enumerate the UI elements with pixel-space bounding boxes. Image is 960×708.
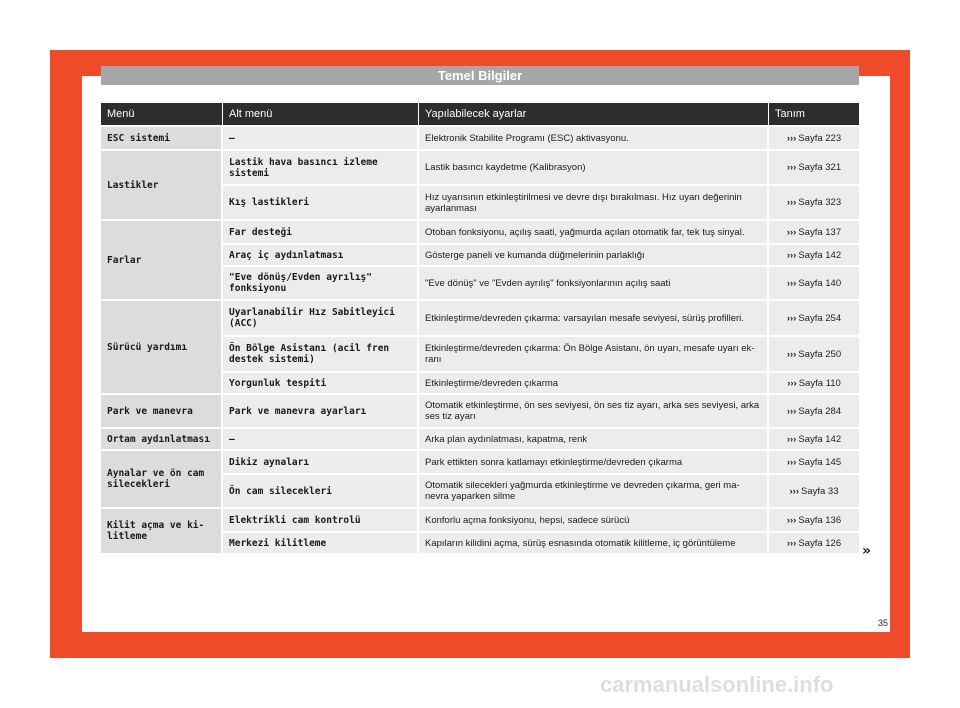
page-ref-link[interactable] xyxy=(769,451,859,473)
watermark: carmanualsonline.info xyxy=(600,672,834,697)
desc-cell: Park ettikten sonra katlamayı etkinleştirme/devreden çıkarma xyxy=(419,451,769,473)
page-ref-link[interactable] xyxy=(769,337,859,371)
ref-arrow: ››› xyxy=(786,405,797,417)
submenu-cell: Uyarlanabilir Hız Sabitleyici (ACC) xyxy=(223,301,419,335)
menu-cell: Lastikler xyxy=(101,151,223,219)
ref-text: Sayfa 284 xyxy=(798,405,842,417)
desc-cell: Konforlu açma fonksiyonu, hepsi, sadece sürücü xyxy=(419,509,769,531)
desc-cell: "Eve dönüş" ve "Evden ayrılış" fonksiyonlarının açılış saati xyxy=(419,267,769,299)
page-ref-link[interactable] xyxy=(769,509,859,531)
section-title: Temel Bilgiler xyxy=(101,66,859,85)
header-submenu: Alt menü xyxy=(223,103,419,125)
desc-cell: Kapıların kilidini açma, sürüş esnasında otomatik kilitleme, iç görüntüleme xyxy=(419,533,769,553)
table-row xyxy=(101,151,859,184)
menu-cell: Sürücü yardımı xyxy=(101,301,223,393)
page-number: 35 xyxy=(878,618,889,628)
page-ref-link[interactable] xyxy=(769,395,859,427)
table-row xyxy=(101,301,859,335)
ref-arrow: ››› xyxy=(786,312,797,324)
menu-cell: Aynalar ve ön cam silecekleri xyxy=(101,451,223,507)
ref-arrow: ››› xyxy=(786,162,797,173)
desc-cell: Otomatik silecekleri yağmurda etkinleştirme ve devreden çıkarma, geri ma- nevra yaparken silme xyxy=(419,475,769,507)
submenu-cell: Far desteği xyxy=(223,221,419,243)
ref-arrow: ››› xyxy=(789,485,799,497)
ref-text: Sayfa 321 xyxy=(798,162,842,173)
header-definition: Tanım xyxy=(769,103,859,125)
continue-mark: » xyxy=(862,543,872,559)
ref-arrow: ››› xyxy=(786,226,797,238)
ref-arrow: ››› xyxy=(786,514,797,526)
submenu-cell: – xyxy=(223,127,419,149)
page-ref-link[interactable] xyxy=(769,267,859,299)
ref-arrow: ››› xyxy=(786,348,797,360)
page-ref-link[interactable] xyxy=(769,151,859,184)
ref-text: Sayfa 110 xyxy=(798,377,841,389)
submenu-cell: Kış lastikleri xyxy=(223,186,419,219)
menu-cell: ESC sistemi xyxy=(101,127,223,149)
submenu-cell: Ön cam silecekleri xyxy=(223,475,419,507)
submenu-cell: – xyxy=(223,429,419,449)
submenu-cell: Park ve manevra ayarları xyxy=(223,395,419,427)
header-settings: Yapılabilecek ayarlar xyxy=(419,103,769,125)
page-ref-link[interactable] xyxy=(769,533,859,553)
desc-cell: Etkinleştirme/devreden çıkarma xyxy=(419,373,769,393)
page-ref-link[interactable] xyxy=(769,127,859,149)
ref-text: Sayfa 137 xyxy=(798,226,842,238)
ref-arrow: ››› xyxy=(786,433,797,445)
submenu-cell: Dikiz aynaları xyxy=(223,451,419,473)
desc-cell: Etkinleştirme/devreden çıkarma: Ön Bölge Asistanı, ön uyarı, mesafe uyarı ek- ranı xyxy=(419,337,769,371)
table-row xyxy=(101,429,859,449)
table-row xyxy=(101,509,859,531)
ref-text: Sayfa 142 xyxy=(798,249,842,261)
table-row xyxy=(101,451,859,473)
desc-cell: Etkinleştirme/devreden çıkarma: varsayılan mesafe seviyesi, sürüş profilleri. xyxy=(419,301,769,335)
menu-cell: Kilit açma ve ki- litleme xyxy=(101,509,223,553)
table-row xyxy=(101,395,859,427)
desc-cell: Arka plan aydınlatması, kapatma, renk xyxy=(419,429,769,449)
desc-cell: Otomatik etkinleştirme, ön ses seviyesi, ön ses tiz ayarı, arka ses seviyesi, arka ses tiz ayarı xyxy=(419,395,769,427)
desc-cell: Gösterge paneli ve kumanda düğmelerinin parlaklığı xyxy=(419,245,769,265)
ref-text: Sayfa 254 xyxy=(798,312,842,324)
submenu-cell: Lastik hava basıncı izleme sistemi xyxy=(223,151,419,184)
ref-text: Sayfa 140 xyxy=(798,277,842,289)
menu-cell: Ortam aydınlatması xyxy=(101,429,223,449)
settings-table xyxy=(101,101,859,555)
page-ref-link[interactable] xyxy=(769,475,859,507)
page-ref-link[interactable] xyxy=(769,373,859,393)
desc-cell: Elektronik Stabilite Programı (ESC) aktivasyonu. xyxy=(419,127,769,149)
ref-text: Sayfa 126 xyxy=(798,537,842,549)
ref-text: Sayfa 223 xyxy=(798,132,842,144)
page-ref-link[interactable] xyxy=(769,429,859,449)
desc-cell: Otoban fonksiyonu, açılış saati, yağmurda açılan otomatik far, tek tuş sinyal. xyxy=(419,221,769,243)
page-ref-link[interactable] xyxy=(769,301,859,335)
submenu-cell: Elektrikli cam kontrolü xyxy=(223,509,419,531)
table-header-row xyxy=(101,103,859,125)
ref-arrow: ››› xyxy=(786,277,797,289)
page-ref-link[interactable] xyxy=(769,245,859,265)
ref-arrow: ››› xyxy=(786,132,797,144)
desc-cell: Lastik basıncı kaydetme (Kalibrasyon) xyxy=(419,151,769,184)
ref-arrow: ››› xyxy=(786,537,797,549)
page-ref-link[interactable] xyxy=(769,186,859,219)
ref-arrow: ››› xyxy=(786,456,797,468)
table-row xyxy=(101,221,859,243)
submenu-cell: Merkezi kilitleme xyxy=(223,533,419,553)
ref-text: Sayfa 323 xyxy=(798,197,842,208)
ref-text: Sayfa 250 xyxy=(798,348,842,360)
menu-cell: Park ve manevra xyxy=(101,395,223,427)
ref-arrow: ››› xyxy=(786,197,797,208)
submenu-cell: Yorgunluk tespiti xyxy=(223,373,419,393)
ref-text: Sayfa 142 xyxy=(798,433,842,445)
menu-cell: Farlar xyxy=(101,221,223,299)
header-menu: Menü xyxy=(101,103,223,125)
ref-text: Sayfa 33 xyxy=(801,485,839,497)
desc-cell: Hız uyarısının etkinleştirilmesi ve devre dışı bırakılması. Hız uyarı değerinin ayarlanması xyxy=(419,186,769,219)
ref-arrow: ››› xyxy=(786,249,797,261)
table-row xyxy=(101,127,859,149)
ref-arrow: ››› xyxy=(787,377,797,389)
ref-text: Sayfa 136 xyxy=(798,514,842,526)
submenu-cell: "Eve dönüş/Evden ayrılış" fonksiyonu xyxy=(223,267,419,299)
submenu-cell: Ön Bölge Asistanı (acil fren destek sistemi) xyxy=(223,337,419,371)
ref-text: Sayfa 145 xyxy=(798,456,842,468)
page-ref-link[interactable] xyxy=(769,221,859,243)
submenu-cell: Araç iç aydınlatması xyxy=(223,245,419,265)
